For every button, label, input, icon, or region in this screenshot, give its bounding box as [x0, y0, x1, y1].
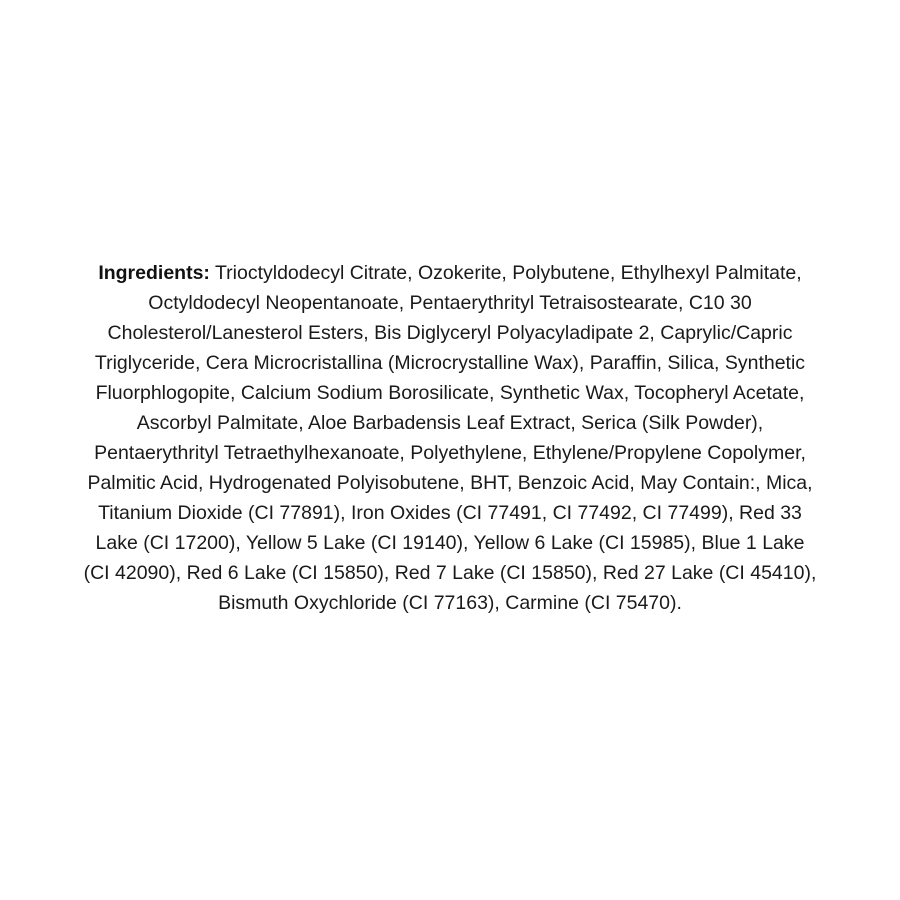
ingredients-label: Ingredients: — [98, 261, 210, 284]
ingredients-list: Trioctyldodecyl Citrate, Ozokerite, Polybutene, Ethylhexyl Palmitate, Octyldodecyl Neopentanoate, Pentaerythrityl Tetraisostearate, C10 30 Cholesterol/Lanesterol Esters, Bis Diglyceryl Polyacyladipate 2, Caprylic/Capric Triglyceride, Cera Microcristallina (Microcrystalline Wax), Paraffin, Silica, Synthetic Fluorphlogopite, Calcium Sodium Borosilicate, Synthetic Wax, Tocopheryl Acetate, Ascorbyl Palmitate, Aloe Barbadensis Leaf Extract, Serica (Silk Powder), Pentaerythrityl Tetraethylhexanoate, Polyethylene, Ethylene/Propylene Copolymer, Palmitic Acid, Hydrogenated Polyisobutene, BHT, Benzoic Acid, May Contain:, Mica, Titanium Dioxide (CI 77891), Iron Oxides (CI 77491, CI 77492, CI 77499), Red 33 Lake (CI 17200), Yellow 5 Lake (CI 19140), Yellow 6 Lake (CI 15985), Blue 1 Lake (CI 42090), Red 6 Lake (CI 15850), Red 7 Lake (CI 15850), Red 27 Lake (CI 45410), Bismuth Oxychloride (CI 77163), Carmine (CI 75470). — [83, 261, 817, 614]
ingredients-paragraph — [80, 258, 820, 618]
